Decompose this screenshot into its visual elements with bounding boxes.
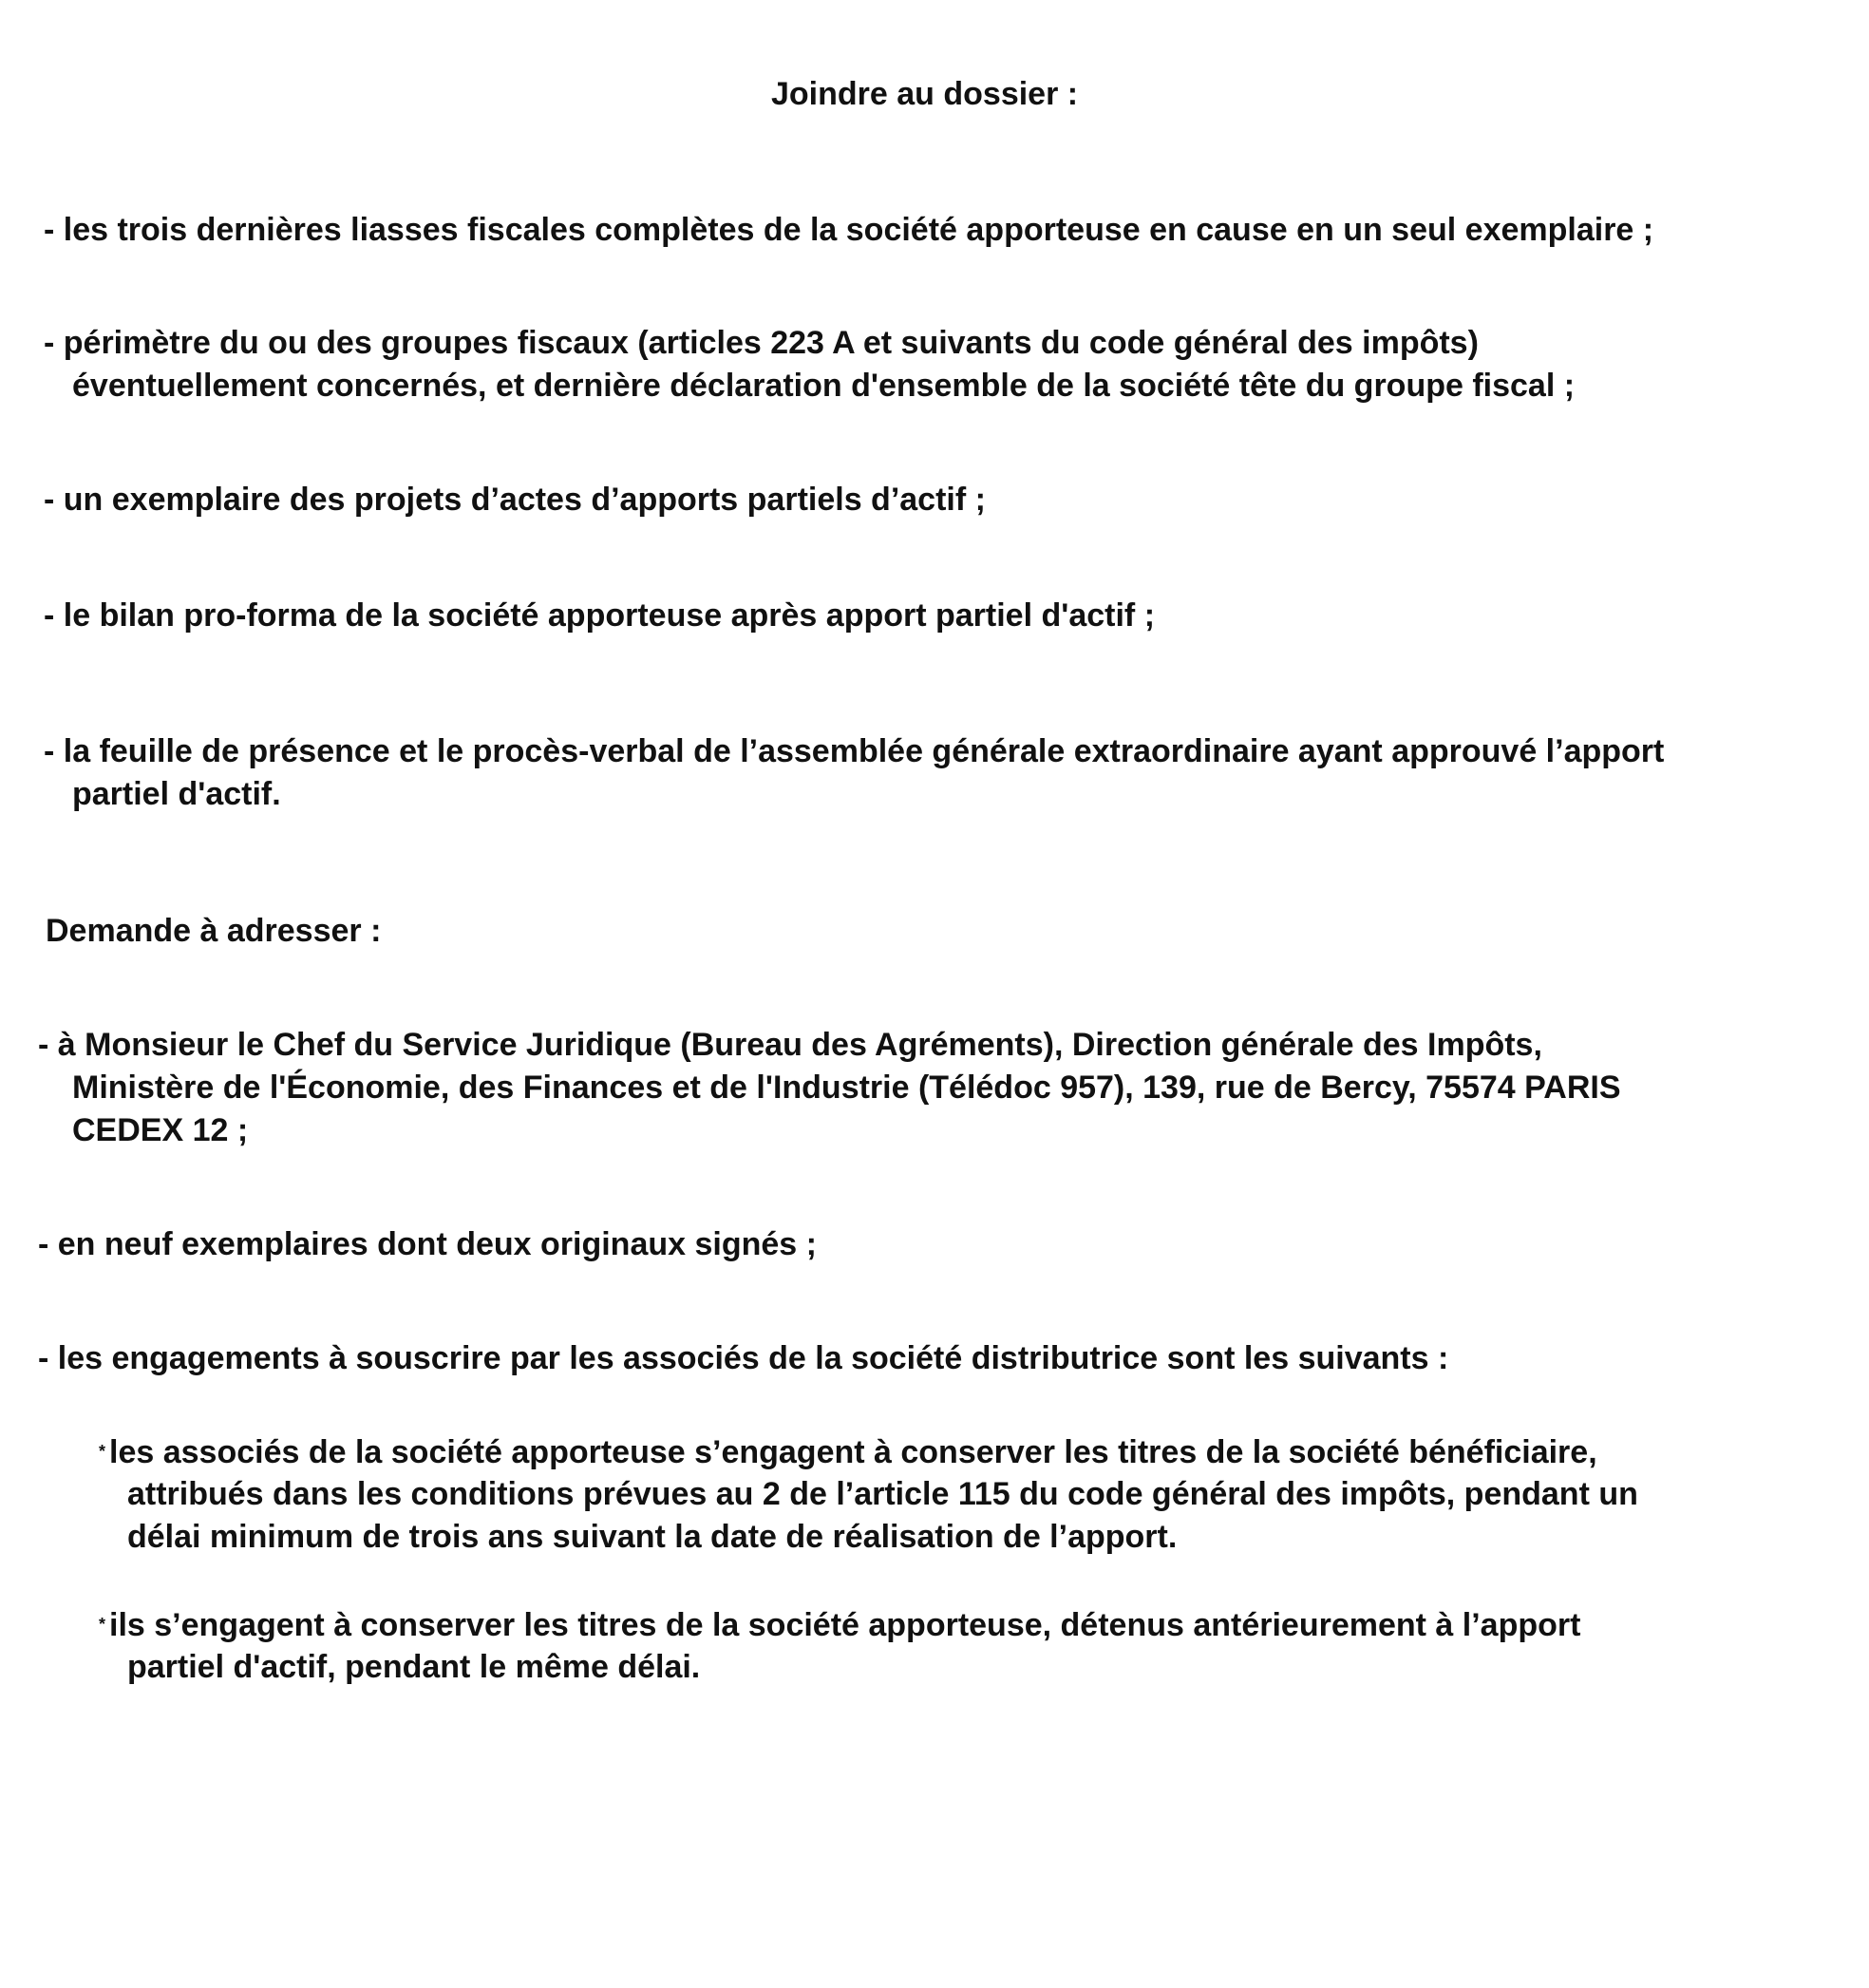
- joindre-item-1: - les trois dernières liasses fiscales complètes de la société apporteuse en cause en un seul exemplaire ;: [44, 212, 1654, 248]
- joindre-item-5-line-1: - la feuille de présence et le procès-verbal de l’assemblée générale extraordinaire ayant approuvé l’apport: [44, 733, 1665, 769]
- demande-heading: Demande à adresser :: [46, 913, 382, 949]
- joindre-item-5-line-2: partiel d'actif.: [72, 776, 281, 812]
- joindre-item-2-line-1: - périmètre du ou des groupes fiscaux (articles 223 A et suivants du code général des impôts): [44, 325, 1479, 361]
- demande-item-3: - les engagements à souscrire par les associés de la société distributrice sont les suivants :: [38, 1340, 1449, 1376]
- bullet-star-icon: *: [99, 1442, 106, 1461]
- joindre-item-2-line-2: éventuellement concernés, et dernière déclaration d'ensemble de la société tête du groupe fiscal ;: [72, 368, 1576, 404]
- joindre-item-3: - un exemplaire des projets d’actes d’apports partiels d’actif ;: [44, 482, 986, 518]
- engagement-item-1-line-2: attribués dans les conditions prévues au 2 de l’article 115 du code général des impôts, pendant un: [127, 1476, 1638, 1512]
- engagement-item-1-text: les associés de la société apporteuse s’engagent à conserver les titres de la société bénéficiaire,: [109, 1434, 1597, 1470]
- bullet-star-icon: *: [99, 1615, 106, 1634]
- joindre-heading: Joindre au dossier :: [771, 76, 1079, 112]
- demande-item-1-line-3: CEDEX 12 ;: [72, 1112, 249, 1148]
- demande-item-1-line-1: - à Monsieur le Chef du Service Juridique (Bureau des Agréments), Direction générale des Impôts,: [38, 1027, 1542, 1063]
- engagement-item-1-line-1: [99, 1430, 1597, 1474]
- engagement-item-2-text: ils s’engagent à conserver les titres de la société apporteuse, détenus antérieurement à l’apport: [109, 1607, 1581, 1643]
- demande-item-2: - en neuf exemplaires dont deux originaux signés ;: [38, 1226, 817, 1262]
- engagement-item-2-line-1: [99, 1603, 1580, 1647]
- engagement-item-1-line-3: délai minimum de trois ans suivant la date de réalisation de l’apport.: [127, 1519, 1178, 1555]
- joindre-item-4: - le bilan pro-forma de la société apporteuse après apport partiel d'actif ;: [44, 597, 1156, 634]
- engagement-item-2-line-2: partiel d'actif, pendant le même délai.: [127, 1649, 701, 1685]
- demande-item-1-line-2: Ministère de l'Économie, des Finances et de l'Industrie (Télédoc 957), 139, rue de Bercy, 75574 PARIS: [72, 1070, 1621, 1106]
